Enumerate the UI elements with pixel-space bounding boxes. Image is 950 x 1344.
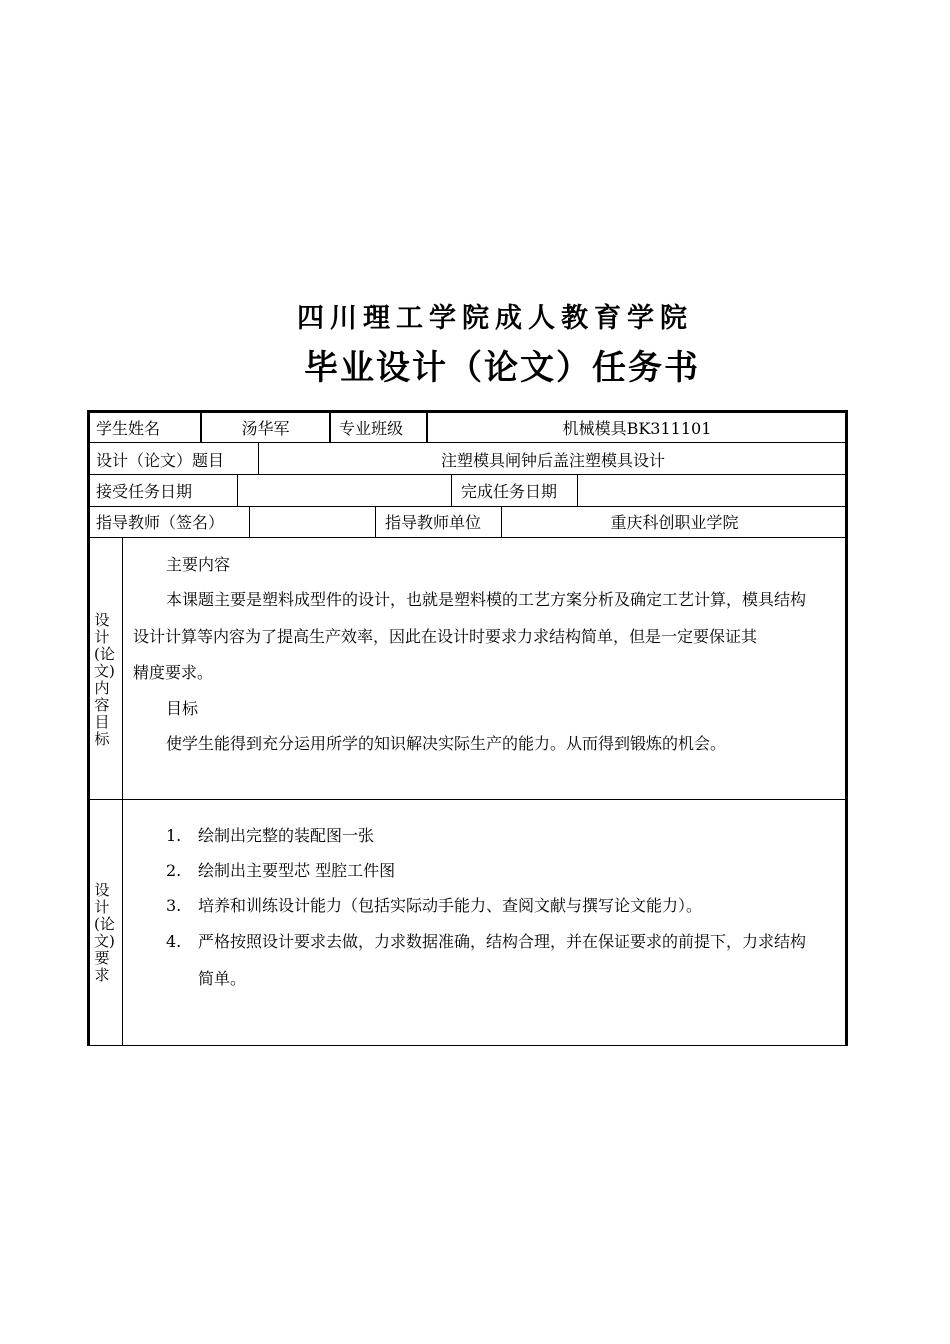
requirement-number: 1. <box>166 826 182 845</box>
student-name-value: 汤华军 <box>241 419 290 438</box>
major-class-label: 专业班级 <box>339 419 404 438</box>
col-divider <box>122 537 123 1046</box>
row-divider <box>88 442 847 443</box>
content-side-label: 设计(论文)内容目标 <box>94 611 115 748</box>
advisor-unit-value: 重庆科创职业学院 <box>610 513 739 532</box>
requirement-text-continued: 简单。 <box>198 969 247 988</box>
topic-value: 注塑模具闸钟后盖注塑模具设计 <box>440 451 665 470</box>
content-para-line: 设计计算等内容为了提高生产效率，因此在设计时要求力求结构简单，但是一定要保证其 <box>133 627 758 646</box>
institution-title: 四川理工学院成人教育学院 <box>297 303 693 334</box>
content-para-line: 精度要求。 <box>133 663 214 682</box>
requirement-number: 2. <box>166 861 182 880</box>
col-divider <box>375 506 376 537</box>
col-divider <box>237 474 238 506</box>
major-class-value: 机械模具BK311101 <box>562 419 712 438</box>
content-heading-goal: 目标 <box>166 699 199 718</box>
row-divider <box>88 799 847 800</box>
row-divider <box>88 506 847 507</box>
advisor-unit-label: 指导教师单位 <box>385 513 482 532</box>
content-heading-main: 主要内容 <box>166 555 231 574</box>
col-divider <box>249 506 250 537</box>
accept-date-label: 接受任务日期 <box>96 482 193 501</box>
content-goal-text: 使学生能得到充分运用所学的知识解决实际生产的能力。从而得到锻炼的机会。 <box>166 734 727 753</box>
col-divider <box>451 474 452 506</box>
finish-date-label: 完成任务日期 <box>461 482 558 501</box>
requirements-side-label: 设计(论文)要求 <box>94 881 115 984</box>
advisor-label: 指导教师（签名） <box>96 513 225 532</box>
row-divider <box>88 537 847 538</box>
content-para-line: 本课题主要是塑料成型件的设计，也就是塑料模的工艺方案分析及确定工艺计算，模具结构 <box>166 590 807 609</box>
row-divider <box>88 474 847 475</box>
requirement-text: 绘制出完整的装配图一张 <box>198 826 375 845</box>
topic-label: 设计（论文）题目 <box>96 451 225 470</box>
requirement-number: 4. <box>166 932 182 951</box>
student-name-label: 学生姓名 <box>96 419 161 438</box>
document-title: 毕业设计（论文）任务书 <box>304 348 700 388</box>
requirement-text: 严格按照设计要求去做，力求数据准确，结构合理，并在保证要求的前提下，力求结构 <box>198 932 807 951</box>
requirement-text: 培养和训练设计能力（包括实际动手能力、查阅文献与撰写论文能力）。 <box>198 896 703 915</box>
requirement-number: 3. <box>166 896 182 915</box>
col-divider <box>329 412 331 442</box>
requirement-text: 绘制出主要型芯 型腔工件图 <box>198 861 396 880</box>
col-divider <box>577 474 578 506</box>
